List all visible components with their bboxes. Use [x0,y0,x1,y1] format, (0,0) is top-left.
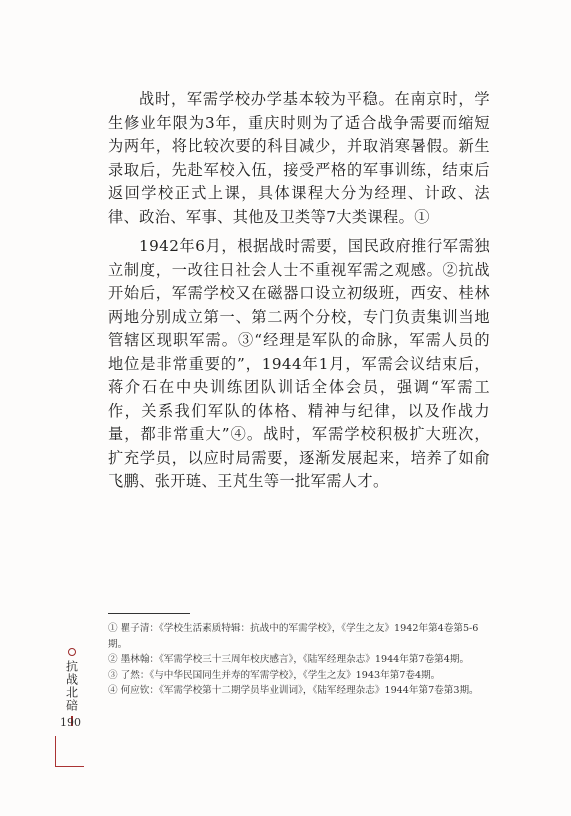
paragraph-1: 战时，军需学校办学基本较为平稳。在南京时，学生修业年限为3年，重庆时则为了适合战争需要而缩短为两年，将比较次要的科目减少，并取消寒暑假。新生录取后，先赴军校入伍，接受严格的军事训练，结束后返回学校正式上课，具体课程大分为经理、计政、法律、政治、军事、其他及卫类等7大类课程。① [108,90,490,226]
page-number: 190 [60,716,81,729]
footnote-1: ① 瞿子清：《学校生活素质特辑：抗战中的军需学校》，《学生之友》1942年第4卷第5-6期。 [108,623,479,650]
paragraph-2: 1942年6月，根据战时需要，国民政府推行军需独立制度，一改往日社会人士不重视军需之观感。②抗战开始后，军需学校又在磁器口设立初级班，西安、桂林两地分别成立第一、第二两个分校，专门负责集训当地管辖区现职军需。③“经理是军队的命脉，军需人员的地位是非常重要的”，1944年1月，军需会议结束后，蒋介石在中央训练团队训话全体会员，强调“军需工作，关系我们军队的体格、精神与纪律，以及作战力量，都非常重大”④。战时，军需学校积极扩大班次，扩充学员，以应时局需要，逐渐发展起来，培养了如俞飞鹏、张开琏、王芃生等一批军需人才。 [108,237,490,490]
body-text [108,88,490,500]
book-title: 抗战北碚 [64,660,79,712]
corner-ornament [55,736,84,767]
footnote-3: ③ 了然：《与中华民国同生并寿的军需学校》，《学生之友》1943年第7卷4期。 [108,669,441,681]
ornament-icon [68,648,76,656]
footnotes [108,621,490,699]
footnote-2: ② 墨林翰：《军需学校三十三周年校庆感言》，《陆军经理杂志》1944年第7卷第4期。 [108,654,470,666]
footnote-4: ④ 何应钦：《军需学校第十二期学员毕业训词》，《陆军经理杂志》1944年第7卷第3期。 [108,685,479,697]
footnote-rule [108,613,190,614]
running-head [64,648,80,726]
